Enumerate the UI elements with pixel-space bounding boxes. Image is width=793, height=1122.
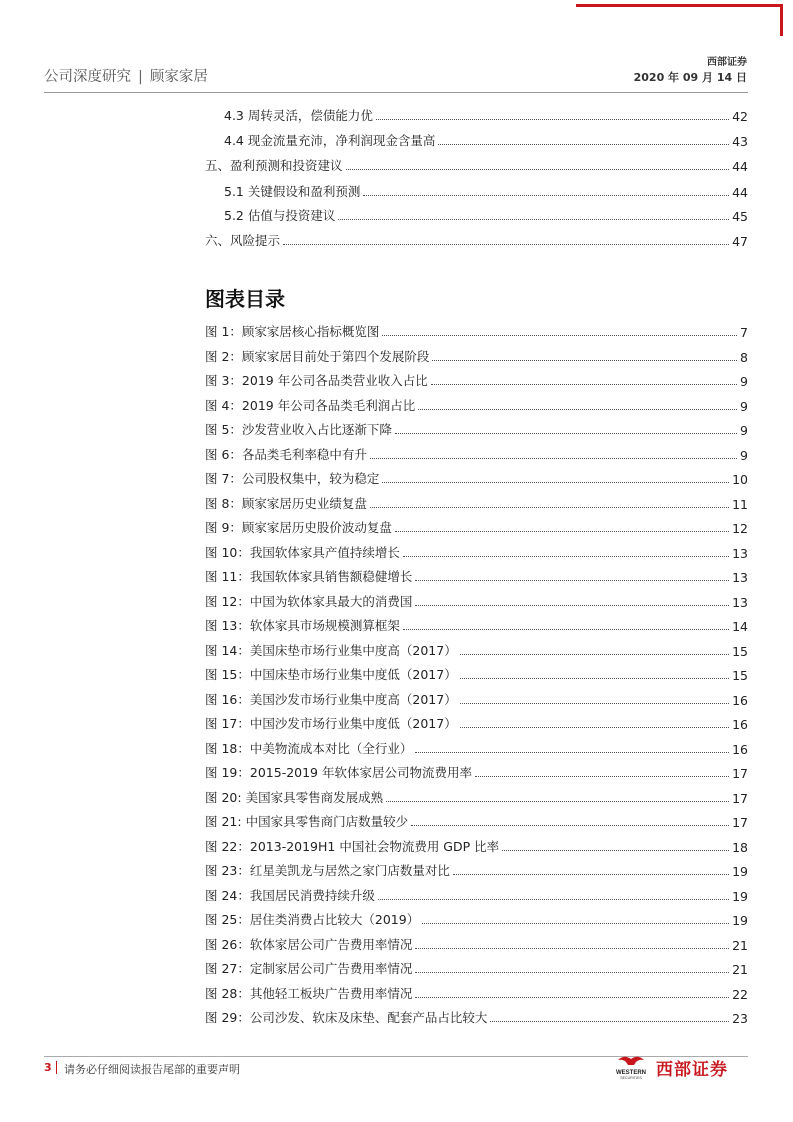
figure-entry-page: 15 [732, 668, 748, 683]
figure-entry-label: 图 20: 美国家具零售商发展成熟 [205, 788, 386, 806]
toc-entry-label: 六、风险提示 [205, 231, 283, 249]
logo-mark-en: WESTERN [616, 1070, 646, 1076]
figure-entry-page: 12 [732, 521, 748, 536]
figure-entry[interactable] [205, 516, 748, 536]
figure-entry-page: 13 [732, 570, 748, 585]
figure-entry-label: 图 26：软体家居公司广告费用率情况 [205, 935, 415, 953]
figure-entry[interactable] [205, 761, 748, 781]
figure-entry[interactable] [205, 859, 748, 879]
figure-entry-page: 16 [732, 693, 748, 708]
figure-entry[interactable] [205, 320, 748, 340]
figure-entry[interactable] [205, 982, 748, 1002]
figure-entry-label: 图 10：我国软体家具产值持续增长 [205, 543, 403, 561]
figure-entry-page: 21 [732, 938, 748, 953]
figure-entry-page: 13 [732, 595, 748, 610]
page-number: 3 [44, 1061, 52, 1074]
figure-entry-label: 图 13：软体家具市场规模测算框架 [205, 616, 403, 634]
dot-leader [415, 751, 729, 753]
dot-leader [431, 383, 737, 385]
figure-entry[interactable] [205, 1006, 748, 1026]
figure-entry-label: 图 24：我国居民消费持续升级 [205, 886, 378, 904]
dot-leader [460, 677, 729, 679]
figure-entry[interactable] [205, 394, 748, 414]
bull-logo-icon [610, 1054, 652, 1080]
figure-entry[interactable] [205, 590, 748, 610]
toc-entry-label: 4.4 现金流量充沛，净利润现金含量高 [224, 131, 438, 149]
dot-leader [415, 947, 729, 949]
dot-leader [490, 1020, 729, 1022]
figure-entry-page: 19 [732, 913, 748, 928]
figure-entry-label: 图 16：美国沙发市场行业集中度高（2017） [205, 690, 460, 708]
figure-entry-page: 14 [732, 619, 748, 634]
figure-entry[interactable] [205, 614, 748, 634]
figure-entry-page: 9 [740, 399, 748, 414]
header-accent-bar [576, 4, 783, 7]
logo-text: 西部证券 [656, 1060, 728, 1080]
dot-leader [415, 604, 729, 606]
header-accent-tick [780, 4, 783, 36]
toc-entry-page: 44 [732, 159, 748, 174]
figure-entry-label: 图 19：2015-2019 年软体家居公司物流费用率 [205, 763, 475, 781]
dot-leader [475, 775, 729, 777]
figure-entry[interactable] [205, 663, 748, 683]
header-title [44, 65, 208, 86]
dot-leader [403, 628, 729, 630]
figure-entry-page: 7 [740, 325, 748, 340]
figure-entry-page: 23 [732, 1011, 748, 1026]
figure-entry-label: 图 14：美国床垫市场行业集中度高（2017） [205, 641, 460, 659]
dot-leader [376, 118, 729, 120]
figure-entry-page: 18 [732, 840, 748, 855]
figure-entry-label: 图 5：沙发营业收入占比逐渐下降 [205, 420, 395, 438]
toc-entry-label: 5.2 估值与投资建议 [224, 206, 338, 224]
figure-entry-page: 21 [732, 962, 748, 977]
figure-entry-page: 8 [740, 350, 748, 365]
figure-entry-label: 图 28：其他轻工板块广告费用率情况 [205, 984, 415, 1002]
figure-entry[interactable] [205, 688, 748, 708]
figure-entry-page: 17 [732, 766, 748, 781]
figure-entry-label: 图 3：2019 年公司各品类营业收入占比 [205, 371, 431, 389]
figure-entry-page: 9 [740, 374, 748, 389]
figure-entry-label: 图 8：顾家家居历史业绩复盘 [205, 494, 370, 512]
figure-entry[interactable] [205, 565, 748, 585]
dot-leader [432, 359, 737, 361]
dot-leader [346, 168, 730, 170]
broker-logo [610, 1054, 750, 1080]
figures-list-title: 图表目录 [205, 287, 285, 311]
dot-leader [382, 481, 729, 483]
figure-entry-page: 16 [732, 717, 748, 732]
dot-leader [415, 996, 729, 998]
dot-leader [453, 873, 729, 875]
figure-entry[interactable] [205, 933, 748, 953]
company-name: 顾家家居 [149, 69, 208, 85]
figure-entry-label: 图 23：红星美凯龙与居然之家门店数量对比 [205, 861, 453, 879]
dot-leader [422, 922, 729, 924]
figure-entry-label: 图 18：中美物流成本对比（全行业） [205, 739, 415, 757]
figure-entry-page: 19 [732, 889, 748, 904]
figure-entry[interactable] [205, 541, 748, 561]
report-date: 2020 年 09 月 14 日 [633, 71, 747, 84]
toc-entry-page: 42 [732, 109, 748, 124]
toc-entry[interactable] [205, 154, 748, 174]
figure-entry[interactable] [205, 884, 748, 904]
figure-entry[interactable] [205, 369, 748, 389]
figure-entry-label: 图 17：中国沙发市场行业集中度低（2017） [205, 714, 460, 732]
figure-entry-page: 22 [732, 987, 748, 1002]
figure-entry[interactable] [205, 908, 748, 928]
figure-entry-page: 17 [732, 791, 748, 806]
figure-entry[interactable] [205, 443, 748, 463]
figure-entry[interactable] [205, 810, 748, 830]
figure-entry[interactable] [205, 418, 748, 438]
dot-leader [403, 555, 729, 557]
dot-leader [378, 898, 729, 900]
figure-entry-label: 图 2：顾家家居目前处于第四个发展阶段 [205, 347, 432, 365]
dot-leader [502, 849, 729, 851]
figure-entry[interactable] [205, 345, 748, 365]
figure-entry-label: 图 15：中国床垫市场行业集中度低（2017） [205, 665, 460, 683]
dot-leader [370, 506, 729, 508]
toc-entry-label: 五、盈利预测和投资建议 [205, 156, 346, 174]
dot-leader [460, 653, 729, 655]
toc-entry[interactable] [205, 229, 748, 249]
figure-entry-label: 图 1：顾家家居核心指标概览图 [205, 322, 382, 340]
figure-entry-page: 9 [740, 423, 748, 438]
figure-entry-page: 16 [732, 742, 748, 757]
dot-leader [415, 579, 729, 581]
footer-notice: 请务必仔细阅读报告尾部的重要声明 [64, 1063, 240, 1076]
toc-entry-label: 4.3 周转灵活，偿债能力优 [224, 106, 376, 124]
toc-entry-page: 44 [732, 185, 748, 200]
figure-entry[interactable] [205, 712, 748, 732]
figure-entry-page: 19 [732, 864, 748, 879]
figure-entry-label: 图 7：公司股权集中，较为稳定 [205, 469, 382, 487]
toc-entry[interactable] [224, 180, 748, 200]
figure-entry-label: 图 4：2019 年公司各品类毛利润占比 [205, 396, 418, 414]
dot-leader [386, 800, 729, 802]
toc-entry[interactable] [224, 129, 748, 149]
figure-entry-label: 图 25：居住类消费占比较大（2019） [205, 910, 422, 928]
dot-leader [382, 334, 737, 336]
toc-entry-label: 5.1 关键假设和盈利预测 [224, 182, 363, 200]
figure-entry-label: 图 27：定制家居公司广告费用率情况 [205, 959, 415, 977]
dot-leader [438, 143, 729, 145]
dot-leader [418, 408, 737, 410]
toc-entry[interactable] [224, 104, 748, 124]
figure-entry[interactable] [205, 835, 748, 855]
logo-mark-en-sub: SECURITIES [620, 1076, 642, 1080]
figure-entry[interactable] [205, 639, 748, 659]
header-divider [44, 92, 748, 93]
report-category: 公司深度研究 [44, 69, 131, 85]
header-separator: | [138, 69, 143, 85]
dot-leader [460, 726, 729, 728]
figure-entry-page: 9 [740, 448, 748, 463]
figure-entry[interactable] [205, 786, 748, 806]
figure-entry-page: 10 [732, 472, 748, 487]
broker-name: 西部证券 [707, 57, 747, 68]
figure-entry-label: 图 11：我国软体家具销售额稳健增长 [205, 567, 415, 585]
figure-entry-label: 图 9：顾家家居历史股价波动复盘 [205, 518, 395, 536]
toc-entry-page: 43 [732, 134, 748, 149]
figure-entry-label: 图 22：2013-2019H1 中国社会物流费用 GDP 比率 [205, 837, 502, 855]
dot-leader [338, 218, 729, 220]
figure-entry-page: 13 [732, 546, 748, 561]
toc-entry-page: 47 [732, 234, 748, 249]
dot-leader [363, 194, 729, 196]
dot-leader [460, 702, 729, 704]
figure-entry-page: 17 [732, 815, 748, 830]
figure-entry[interactable] [205, 737, 748, 757]
dot-leader [411, 824, 729, 826]
dot-leader [370, 457, 737, 459]
dot-leader [415, 971, 729, 973]
figure-entry[interactable] [205, 467, 748, 487]
figure-entry[interactable] [205, 492, 748, 512]
toc-entry[interactable] [224, 204, 748, 224]
dot-leader [283, 243, 729, 245]
figure-entry-page: 11 [732, 497, 748, 512]
figure-entry-label: 图 29：公司沙发、软床及床垫、配套产品占比较大 [205, 1008, 490, 1026]
toc-entry-page: 45 [732, 209, 748, 224]
figure-entry-label: 图 21: 中国家具零售商门店数量较少 [205, 812, 411, 830]
figure-entry-page: 15 [732, 644, 748, 659]
figure-entry-label: 图 12：中国为软体家具最大的消费国 [205, 592, 415, 610]
footer-separator [56, 1061, 57, 1074]
dot-leader [395, 432, 737, 434]
dot-leader [395, 530, 729, 532]
figure-entry[interactable] [205, 957, 748, 977]
figure-entry-label: 图 6：各品类毛利率稳中有升 [205, 445, 370, 463]
